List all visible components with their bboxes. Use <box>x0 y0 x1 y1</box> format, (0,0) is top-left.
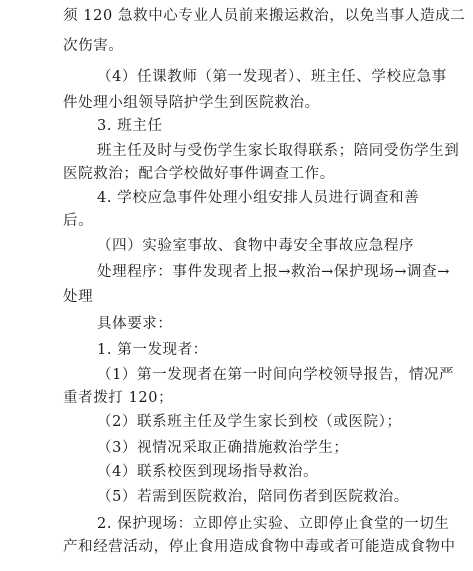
paragraph-line: 具体要求： <box>97 316 173 332</box>
paragraph-line: 次伤害。 <box>63 38 124 54</box>
section-heading: 3. 班主任 <box>97 118 163 134</box>
paragraph-line: 医院救治；配合学校做好事件调查工作。 <box>63 166 335 182</box>
paragraph-line: 4. 学校应急事件处理小组安排人员进行调查和善 <box>97 190 420 206</box>
paragraph-line: 处理程序：事件发现者上报→救治→保护现场→调查→ <box>97 264 450 280</box>
paragraph-line: 班主任及时与受伤学生家长取得联系；陪同受伤学生到 <box>97 143 460 159</box>
section-heading: 1. 第一发现者： <box>97 342 208 358</box>
paragraph-line: 后。 <box>63 213 94 229</box>
paragraph-line: （1）第一发现者在第一时间向学校领导报告，情况严 <box>97 367 455 383</box>
paragraph-line: （4）任课教师（第一发现者）、班主任、学校应急事 <box>97 69 447 85</box>
paragraph-line: 产和经营活动，停止食用造成食物中毒或者可能造成食物中 <box>63 539 456 555</box>
paragraph-line: （5）若需到医院救治，陪同伤者到医院救治。 <box>97 489 409 505</box>
paragraph-line: 件处理小组领导陪护学生到医院救治。 <box>63 95 320 111</box>
paragraph-line: 处理 <box>63 289 94 305</box>
paragraph-line: 重者拨打 120； <box>63 390 174 406</box>
paragraph-line: （3）视情况采取正确措施救治学生； <box>97 440 349 456</box>
paragraph-line: 2. 保护现场：立即停止实验、立即停止食堂的一切生 <box>97 516 450 532</box>
section-heading: （四）实验室事故、食物中毒安全事故应急程序 <box>97 238 415 254</box>
paragraph-line: （4）联系校医到现场指导救治。 <box>97 464 319 480</box>
paragraph-line: 须 120 急救中心专业人员前来搬运救治，以免当事人造成二 <box>63 8 466 24</box>
paragraph-line: （2）联系班主任及学生家长到校（或医院）； <box>97 414 402 430</box>
